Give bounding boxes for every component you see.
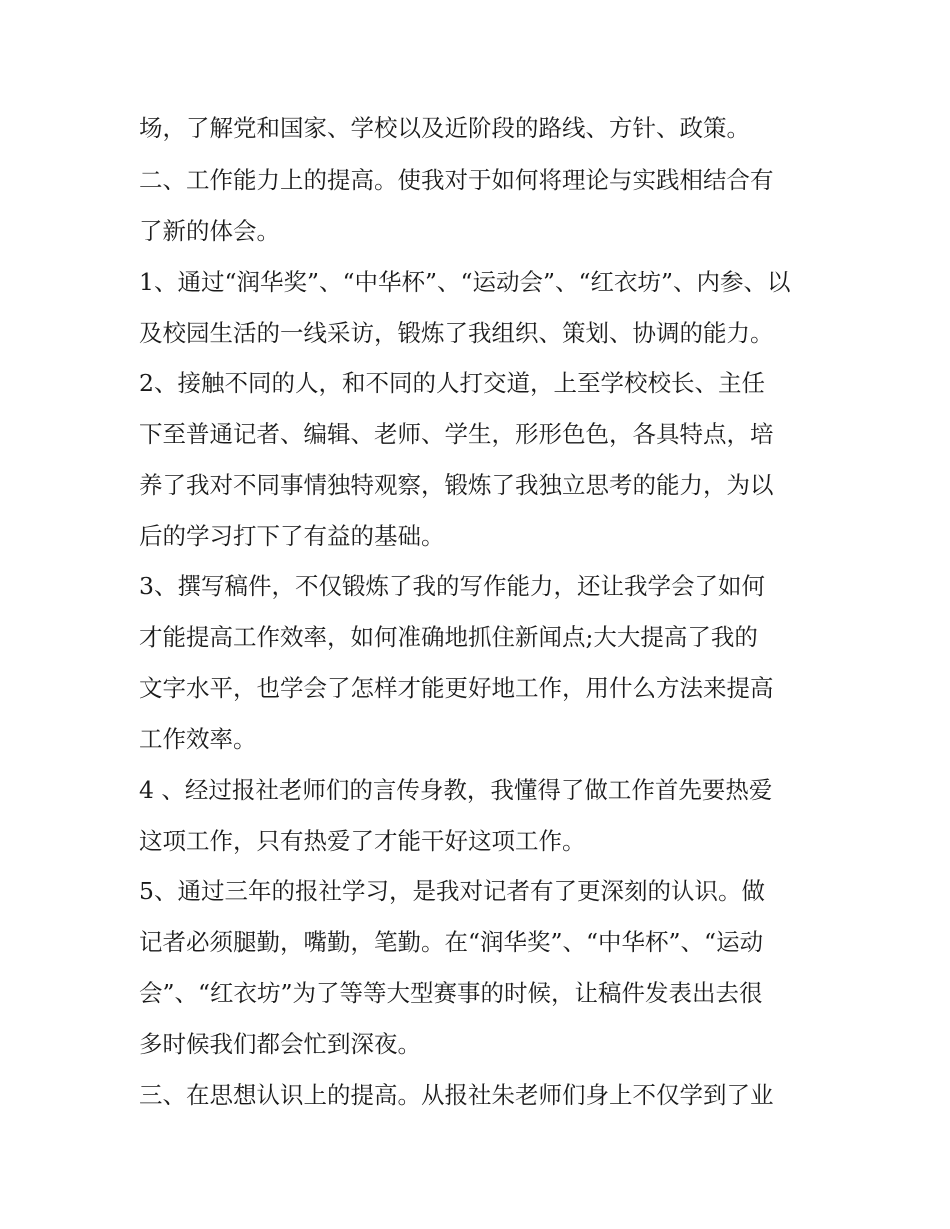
text-line: 3、撰写稿件，不仅锻炼了我的写作能力，还让我学会了如何 [139, 572, 765, 600]
text-line: 文字水平，也学会了怎样才能更好地工作，用什么方法来提高 [139, 674, 774, 702]
text-line: 了新的体会。 [139, 217, 280, 245]
text-line: 后的学习打下了有益的基础。 [139, 522, 445, 550]
text-line: 二、工作能力上的提高。使我对于如何将理论与实践相结合有 [139, 166, 774, 194]
text-line: 4 、经过报社老师们的言传身教，我懂得了做工作首先要热爱 [139, 776, 773, 804]
text-line: 这项工作，只有热爱了才能干好这项工作。 [139, 827, 586, 855]
text-line: 及校园生活的一线采访，锻炼了我组织、策划、协调的能力。 [139, 319, 774, 347]
text-line: 5、通过三年的报社学习，是我对记者有了更深刻的认识。做 [139, 877, 765, 905]
text-line: 场，了解党和国家、学校以及近阶段的路线、方针、政策。 [139, 114, 750, 142]
text-line: 2、接触不同的人，和不同的人打交道，上至学校校长、主任 [139, 369, 765, 397]
text-line: 下至普通记者、编辑、老师、学生，形形色色，各具特点，培 [139, 420, 774, 448]
text-line: 1、通过“润华奖”、“中华杯”、“运动会”、“红衣坊”、内参、以 [139, 268, 791, 296]
text-line: 三、在思想认识上的提高。从报社朱老师们身上不仅学到了业 [139, 1081, 774, 1109]
text-line: 会”、“红衣坊”为了等等大型赛事的时候，让稿件发表出去很 [139, 979, 763, 1007]
text-line: 工作效率。 [139, 725, 257, 753]
text-line: 多时候我们都会忙到深夜。 [139, 1030, 421, 1058]
text-line: 才能提高工作效率，如何准确地抓住新闻点;大大提高了我的 [139, 623, 758, 651]
text-line: 养了我对不同事情独特观察，锻炼了我独立思考的能力，为以 [139, 471, 774, 499]
text-line: 记者必须腿勤，嘴勤，笔勤。在“润华奖”、“中华杯”、“运动 [139, 928, 764, 956]
